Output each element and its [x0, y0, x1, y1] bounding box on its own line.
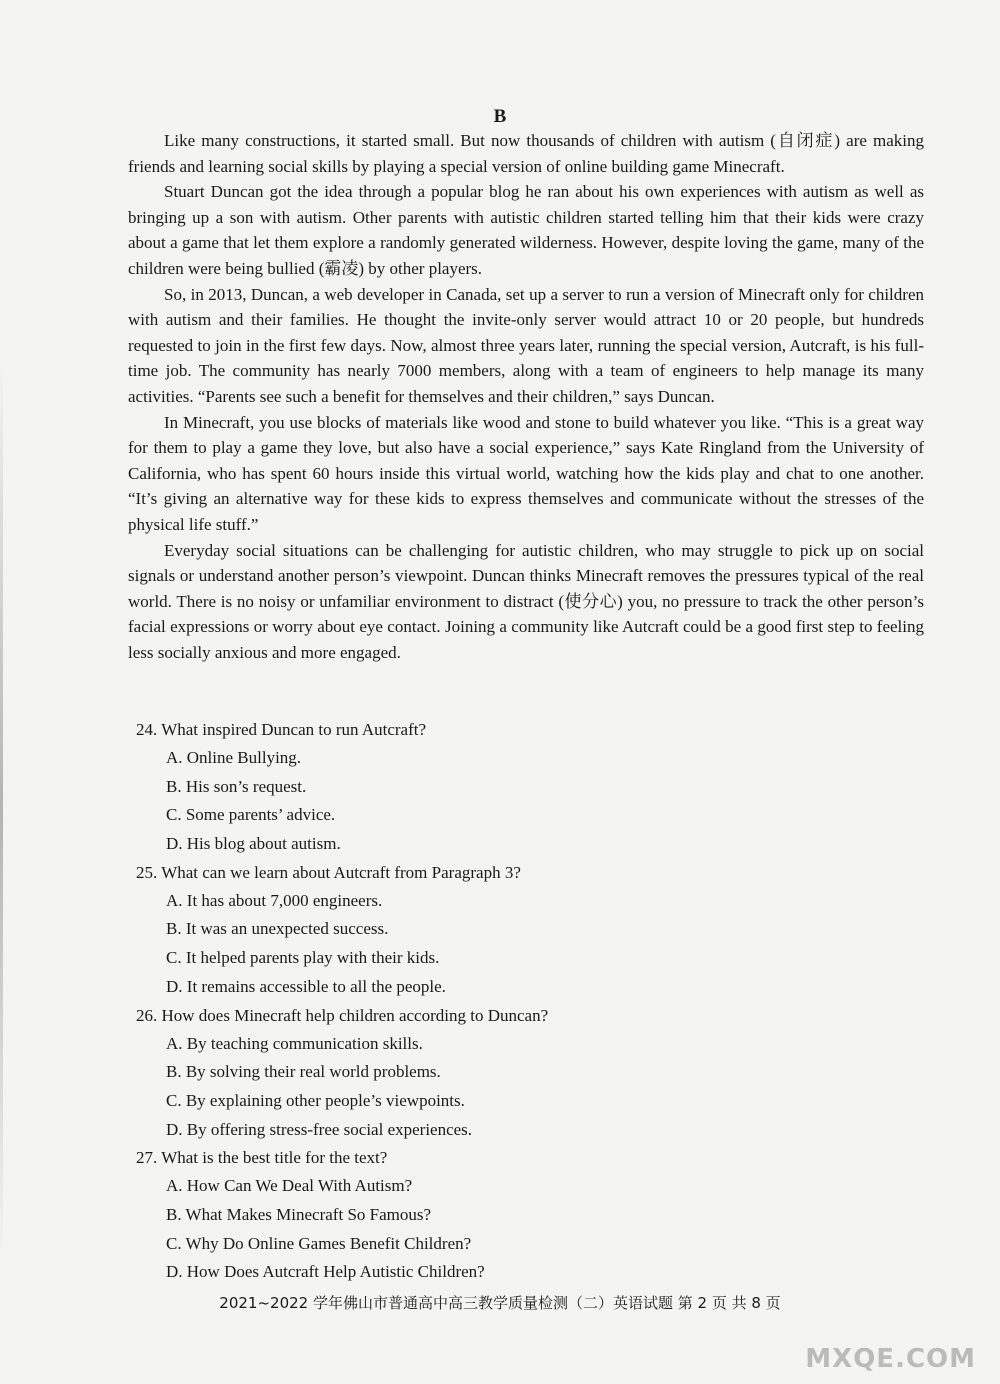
option-d: D. By offering stress-free social experiences.: [166, 1119, 473, 1139]
paragraph: In Minecraft, you use blocks of materials like wood and stone to build whatever you like. “This is a great way for them to play a game they love, but also have a social experience,” says Kate Ringland from the University of California, who has spent 60 hours inside this virtual world, watching how the kids play and chat to one another. “It’s giving an alternative way for these kids to express themselves and communicate without the stresses of the physical life stuff.”: [128, 412, 924, 534]
paragraph: So, in 2013, Duncan, a web developer in Canada, set up a server to run a version of Minecraft only for children with autism and their families. He thought the invite-only server would attract 10 or 20 people, but hundreds requested to join in the first few days. Now, almost three years later, running the special version, Autcraft, is his full-time job. The community has nearly 7000 members, along with a team of engineers to help manage its many activities. “Parents see such a benefit for themselves and their children,” says Duncan.: [128, 284, 924, 406]
reading-passage: [128, 128, 924, 665]
option-c: C. Some parents’ advice.: [166, 805, 336, 825]
option-d: D. How Does Autcraft Help Autistic Children?: [166, 1262, 485, 1282]
option-d: D. His blog about autism.: [166, 834, 341, 854]
paragraph: Stuart Duncan got the idea through a popular blog he ran about his own experiences with autism as well as bringing up a son with autism. Other parents with autistic children started telling him that their kids were crazy about a game that let them explore a randomly generated wilderness. However, despite loving the game, many of the children were being bullied (霸凌) by other players.: [128, 182, 924, 278]
question-list: [136, 716, 916, 1287]
option-a: A. By teaching communication skills.: [166, 1033, 423, 1053]
question-stem: 26. How does Minecraft help children according to Duncan?: [136, 1005, 549, 1025]
question-27: [136, 1144, 916, 1287]
option-b: B. What Makes Minecraft So Famous?: [166, 1204, 432, 1224]
question-stem: 24. What inspired Duncan to run Autcraft?: [136, 720, 427, 739]
scan-edge-shadow: [0, 360, 3, 1260]
option-c: C. By explaining other people’s viewpoints.: [166, 1090, 465, 1110]
option-d: D. It remains accessible to all the people.: [166, 976, 446, 996]
question-stem: 27. What is the best title for the text?: [136, 1148, 388, 1168]
option-b: B. His son’s request.: [166, 776, 307, 796]
page-footer: 2021~2022 学年佛山市普通高中高三教学质量检测（二）英语试题 第 2 页 共 8 页: [219, 1294, 781, 1312]
option-a: A. It has about 7,000 engineers.: [166, 890, 383, 910]
option-c: C. It helped parents play with their kids.: [166, 948, 440, 968]
question-25: [136, 859, 916, 1002]
question-stem: 25. What can we learn about Autcraft from Paragraph 3?: [136, 862, 521, 882]
option-b: B. It was an unexpected success.: [166, 919, 389, 939]
paragraph: Like many constructions, it started small. But now thousands of children with autism (自闭症) are making friends and learning social skills by playing a special version of online building game Minecraft.: [128, 131, 924, 176]
option-a: A. Online Bullying.: [166, 748, 302, 767]
paragraph: Everyday social situations can be challenging for autistic children, who may struggle to pick up on social signals or understand another person’s viewpoint. Duncan thinks Minecraft removes the pressures typical of the real world. There is no noisy or unfamiliar environment to distract (使分心) you, no pressure to track the other person’s facial expressions or worry about eye contact. Joining a community like Autcraft could be a good first step to feeling less socially anxious and more engaged.: [128, 540, 924, 662]
question-24: [136, 716, 916, 859]
watermark: MXQE.COM: [805, 1344, 976, 1374]
question-26: [136, 1002, 916, 1145]
section-title: B: [493, 106, 507, 127]
option-b: B. By solving their real world problems.: [166, 1062, 441, 1082]
option-c: C. Why Do Online Games Benefit Children?: [166, 1233, 472, 1253]
option-a: A. How Can We Deal With Autism?: [166, 1176, 413, 1196]
